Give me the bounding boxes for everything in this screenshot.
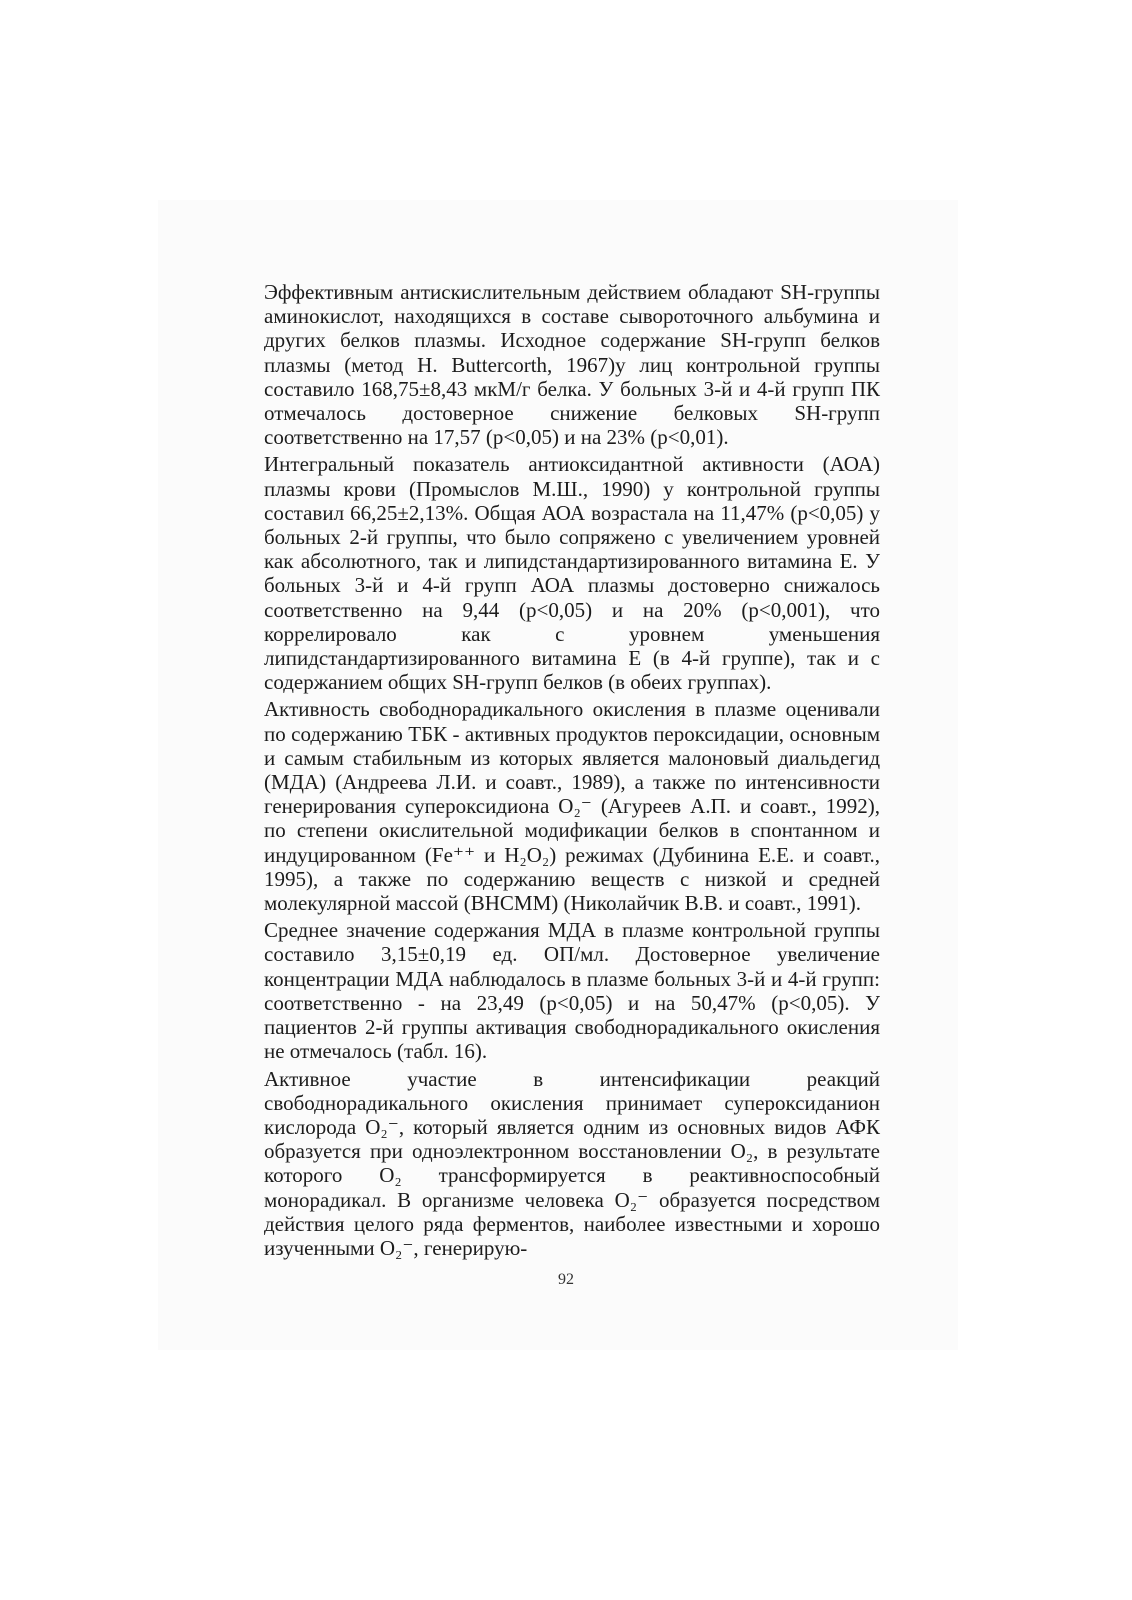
paragraph-mda: Среднее значение содержания МДА в плазме контрольной группы составило 3,15±0,19 ед. ОП/мл. Достоверное увеличение концентрации МДА наблюдалось в плазме больных 3-й и 4-й групп: соответственно - на 23,49 (p<0,05) и на 50,47% (p<0,05). У пациентов 2-й группы активация свободнорадикального окисления не отмечалось (табл. 16).: [264, 918, 880, 1064]
paragraph-aoa: Интегральный показатель антиоксидантной активности (АОА) плазмы крови (Промыслов М.Ш., 1990) у контрольной группы составил 66,25±2,13%. Общая АОА возрастала на 11,47% (p<0,05) у больных 2-й группы, что было сопряжено с увеличением уровней как абсолютного, так и липидстандартизированного витамина Е. У больных 3-й и 4-й групп АОА плазмы достоверно снижалось соответственно на 9,44 (p<0,05) и на 20% (p<0,001), что коррелировало как с уровнем уменьшения липидстандартизированного витамина Е (в 4-й группе), так и с содержанием общих SH-групп белков (в обеих группах).: [264, 452, 880, 695]
paragraph-free-radical-oxidation: Активность свободнорадикального окисления в плазме оценивали по содержанию ТБК - активных продуктов пероксидации, основным и самым стабильным из которых является малоновый диальдегид (МДА) (Андреева Л.И. и соавт., 1989), а также по интенсивности генерирования супероксидиона O₂⁻ (Агуреев А.П. и соавт., 1992), по степени окислительной модификации белков в спонтанном и индуцированном (Fe⁺⁺ и H₂O₂) режимах (Дубинина Е.Е. и соавт., 1995), а также по содержанию веществ с низкой и средней молекулярной массой (ВНСММ) (Николайчик В.В. и соавт., 1991).: [264, 697, 880, 916]
page-number: 92: [558, 1271, 574, 1288]
body-text: [264, 280, 880, 1260]
paragraph-superoxide: Активное участие в интенсификации реакций свободнорадикального окисления принимает супероксиданион кислорода O₂⁻, который является одним из основных видов АФК образуется при одноэлектронном восстановлении O₂, в результате которого O₂ трансформируется в реактивноспособный монорадикал. В организме человека O₂⁻ образуется посредством действия целого ряда ферментов, наиболее известными и хорошо изученными O₂⁻, генерирую-: [264, 1066, 880, 1260]
paragraph-sh-groups: Эффективным антискислительным действием обладают SH-группы аминокислот, находящихся в составе сывороточного альбумина и других белков плазмы. Исходное содержание SH-групп белков плазмы (метод H. Buttercorth, 1967)у лиц контрольной группы составило 168,75±8,43 мкМ/г белка. У больных 3-й и 4-й групп ПК отмечалось достоверное снижение белковых SH-групп соответственно на 17,57 (p<0,05) и на 23% (p<0,01).: [264, 280, 880, 450]
